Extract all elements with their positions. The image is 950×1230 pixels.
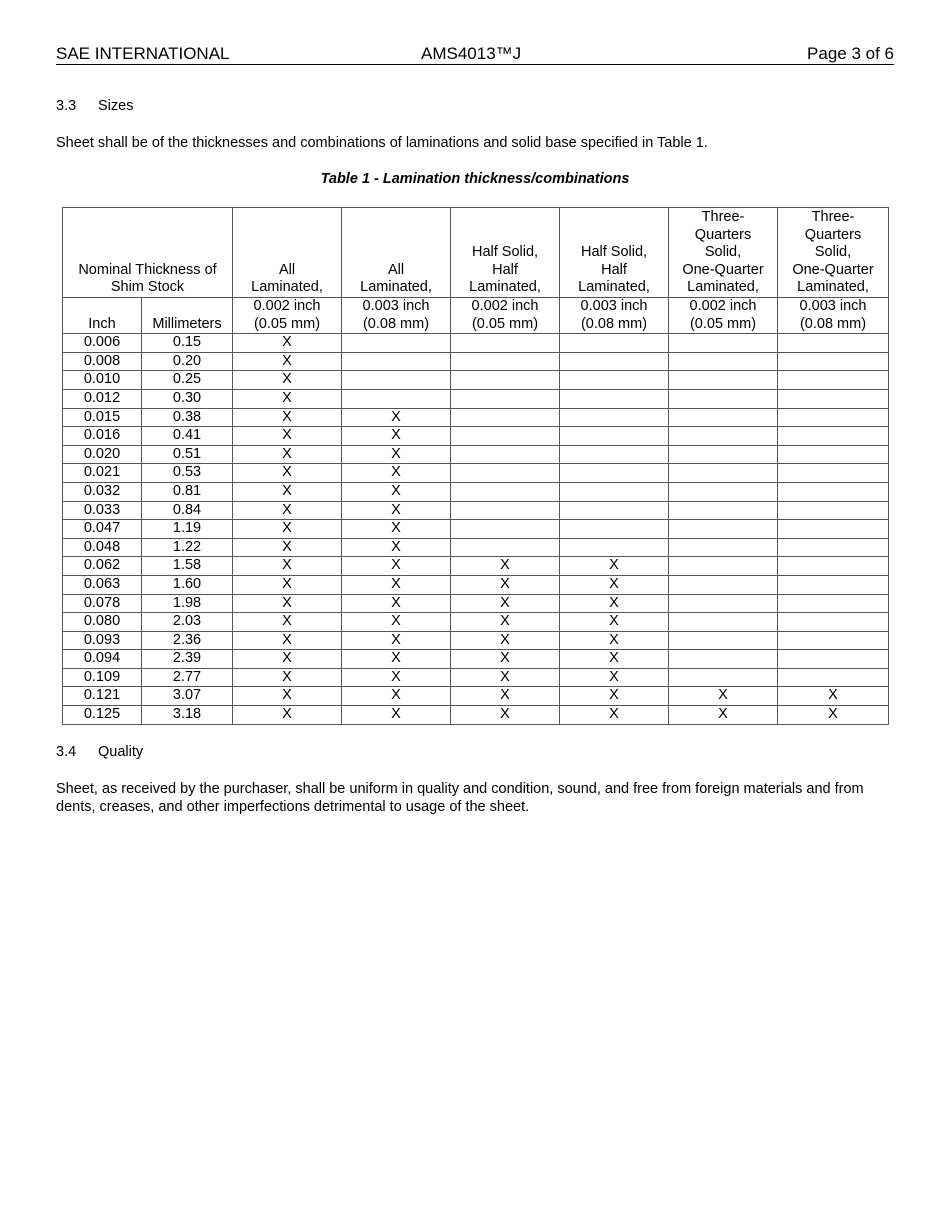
- inch-cell: 0.021: [63, 464, 142, 483]
- sizes-paragraph: Sheet shall be of the thicknesses and combinations of laminations and solid base specified in Table 1.: [56, 135, 708, 151]
- mark-cell: X: [560, 668, 669, 687]
- mark-cell: X: [342, 650, 451, 669]
- inch-cell: 0.008: [63, 352, 142, 371]
- mark-cell: [778, 575, 889, 594]
- mark-cell: [669, 557, 778, 576]
- mark-cell: X: [778, 687, 889, 706]
- mark-cell: [451, 334, 560, 353]
- section-title: Sizes: [98, 98, 134, 114]
- mark-cell: [778, 594, 889, 613]
- mark-cell: [451, 389, 560, 408]
- lamination-size-header: 0.003 inch (0.08 mm): [560, 298, 669, 334]
- mark-cell: [778, 631, 889, 650]
- mark-cell: [560, 464, 669, 483]
- table-row: [63, 371, 889, 390]
- mark-cell: [669, 613, 778, 632]
- mark-cell: [451, 371, 560, 390]
- mark-cell: [778, 520, 889, 539]
- mark-cell: X: [342, 427, 451, 446]
- lamination-size-header: 0.002 inch (0.05 mm): [669, 298, 778, 334]
- lamination-table: [62, 207, 889, 725]
- section-number: 3.3: [56, 98, 77, 114]
- mark-cell: X: [342, 613, 451, 632]
- mark-cell: [778, 464, 889, 483]
- mark-cell: [669, 575, 778, 594]
- mark-cell: [560, 334, 669, 353]
- table-row: [63, 650, 889, 669]
- millimeters-cell: 1.19: [142, 520, 233, 539]
- mark-cell: [669, 482, 778, 501]
- mark-cell: X: [342, 668, 451, 687]
- mark-cell: [669, 427, 778, 446]
- mark-cell: X: [233, 427, 342, 446]
- mark-cell: [451, 352, 560, 371]
- mark-cell: [560, 389, 669, 408]
- mark-cell: [560, 538, 669, 557]
- mark-cell: [669, 668, 778, 687]
- mark-cell: [669, 501, 778, 520]
- mark-cell: [342, 352, 451, 371]
- mark-cell: X: [233, 408, 342, 427]
- mark-cell: [778, 427, 889, 446]
- lamination-size-header: 0.003 inch (0.08 mm): [342, 298, 451, 334]
- millimeters-cell: 2.36: [142, 631, 233, 650]
- table-body: [63, 334, 889, 724]
- table-row: [63, 427, 889, 446]
- mark-cell: X: [233, 650, 342, 669]
- mark-cell: [451, 520, 560, 539]
- inch-cell: 0.006: [63, 334, 142, 353]
- section-number: 3.4: [56, 744, 77, 760]
- inch-cell: 0.010: [63, 371, 142, 390]
- mark-cell: X: [560, 594, 669, 613]
- lamination-size-header: 0.002 inch (0.05 mm): [451, 298, 560, 334]
- millimeters-cell: 2.77: [142, 668, 233, 687]
- table-row: [63, 687, 889, 706]
- inch-cell: 0.062: [63, 557, 142, 576]
- mark-cell: [778, 408, 889, 427]
- mark-cell: X: [233, 371, 342, 390]
- mark-cell: [451, 408, 560, 427]
- millimeters-cell: 0.41: [142, 427, 233, 446]
- mark-cell: X: [233, 334, 342, 353]
- mark-cell: X: [233, 389, 342, 408]
- millimeters-cell: 3.18: [142, 706, 233, 725]
- mark-cell: X: [342, 631, 451, 650]
- millimeters-cell: 0.53: [142, 464, 233, 483]
- mark-cell: [669, 389, 778, 408]
- mark-cell: [669, 464, 778, 483]
- table-row: [63, 631, 889, 650]
- mark-cell: [778, 557, 889, 576]
- header-organization: SAE INTERNATIONAL: [56, 44, 230, 63]
- mark-cell: [342, 334, 451, 353]
- mark-cell: [669, 650, 778, 669]
- table-row: [63, 520, 889, 539]
- column-type-header: Half Solid, Half Laminated,: [451, 208, 560, 298]
- inch-cell: 0.121: [63, 687, 142, 706]
- mark-cell: X: [778, 706, 889, 725]
- inch-cell: 0.109: [63, 668, 142, 687]
- millimeters-cell: 1.58: [142, 557, 233, 576]
- millimeters-header: Millimeters: [142, 298, 233, 334]
- millimeters-cell: 2.03: [142, 613, 233, 632]
- mark-cell: X: [342, 706, 451, 725]
- mark-cell: [451, 427, 560, 446]
- column-type-header: Three- Quarters Solid, One-Quarter Laminated,: [778, 208, 889, 298]
- table-row: [63, 389, 889, 408]
- mark-cell: X: [342, 501, 451, 520]
- mark-cell: X: [233, 482, 342, 501]
- mark-cell: X: [342, 464, 451, 483]
- mark-cell: [560, 352, 669, 371]
- column-type-header: All Laminated,: [342, 208, 451, 298]
- header-document-id: AMS4013™J: [421, 44, 522, 63]
- millimeters-cell: 0.81: [142, 482, 233, 501]
- millimeters-cell: 1.98: [142, 594, 233, 613]
- mark-cell: X: [342, 557, 451, 576]
- mark-cell: X: [233, 594, 342, 613]
- mark-cell: X: [560, 613, 669, 632]
- table-row: [63, 575, 889, 594]
- mark-cell: X: [342, 687, 451, 706]
- mark-cell: X: [233, 352, 342, 371]
- mark-cell: [778, 482, 889, 501]
- nominal-thickness-header: Nominal Thickness of Shim Stock: [63, 208, 233, 298]
- mark-cell: [778, 668, 889, 687]
- mark-cell: [669, 520, 778, 539]
- mark-cell: [778, 613, 889, 632]
- mark-cell: [451, 482, 560, 501]
- mark-cell: [560, 520, 669, 539]
- mark-cell: [778, 650, 889, 669]
- mark-cell: X: [451, 557, 560, 576]
- table-row: [63, 706, 889, 725]
- inch-cell: 0.093: [63, 631, 142, 650]
- inch-cell: 0.015: [63, 408, 142, 427]
- millimeters-cell: 0.25: [142, 371, 233, 390]
- mark-cell: X: [342, 445, 451, 464]
- inch-cell: 0.048: [63, 538, 142, 557]
- millimeters-cell: 0.20: [142, 352, 233, 371]
- inch-cell: 0.047: [63, 520, 142, 539]
- mark-cell: [669, 352, 778, 371]
- mark-cell: X: [451, 650, 560, 669]
- mark-cell: [342, 371, 451, 390]
- mark-cell: X: [233, 613, 342, 632]
- mark-cell: X: [233, 557, 342, 576]
- mark-cell: X: [560, 557, 669, 576]
- millimeters-cell: 1.22: [142, 538, 233, 557]
- mark-cell: X: [342, 538, 451, 557]
- mark-cell: X: [233, 538, 342, 557]
- mark-cell: [560, 427, 669, 446]
- mark-cell: X: [560, 706, 669, 725]
- millimeters-cell: 0.51: [142, 445, 233, 464]
- mark-cell: [451, 464, 560, 483]
- inch-cell: 0.016: [63, 427, 142, 446]
- inch-cell: 0.080: [63, 613, 142, 632]
- mark-cell: X: [233, 464, 342, 483]
- mark-cell: X: [233, 687, 342, 706]
- mark-cell: X: [560, 687, 669, 706]
- mark-cell: [560, 482, 669, 501]
- mark-cell: X: [233, 631, 342, 650]
- mark-cell: [669, 631, 778, 650]
- millimeters-cell: 0.30: [142, 389, 233, 408]
- table-row: [63, 668, 889, 687]
- mark-cell: [778, 389, 889, 408]
- mark-cell: X: [233, 575, 342, 594]
- mark-cell: X: [451, 594, 560, 613]
- inch-cell: 0.078: [63, 594, 142, 613]
- table-caption: Table 1 - Lamination thickness/combinations: [320, 171, 630, 187]
- mark-cell: X: [342, 408, 451, 427]
- table-row: [63, 352, 889, 371]
- mark-cell: [560, 501, 669, 520]
- mark-cell: X: [233, 668, 342, 687]
- mark-cell: X: [451, 575, 560, 594]
- table-row: [63, 538, 889, 557]
- mark-cell: [778, 352, 889, 371]
- column-type-header: Half Solid, Half Laminated,: [560, 208, 669, 298]
- section-title: Quality: [98, 744, 144, 760]
- mark-cell: X: [233, 706, 342, 725]
- millimeters-cell: 2.39: [142, 650, 233, 669]
- inch-cell: 0.020: [63, 445, 142, 464]
- mark-cell: [560, 408, 669, 427]
- mark-cell: X: [451, 687, 560, 706]
- millimeters-cell: 3.07: [142, 687, 233, 706]
- mark-cell: X: [669, 687, 778, 706]
- mark-cell: X: [560, 631, 669, 650]
- mark-cell: [451, 538, 560, 557]
- table-row: [63, 408, 889, 427]
- mark-cell: X: [342, 482, 451, 501]
- mark-cell: X: [451, 613, 560, 632]
- table-row: [63, 501, 889, 520]
- inch-cell: 0.125: [63, 706, 142, 725]
- mark-cell: [778, 371, 889, 390]
- inch-cell: 0.063: [63, 575, 142, 594]
- mark-cell: X: [451, 706, 560, 725]
- mark-cell: X: [342, 575, 451, 594]
- mark-cell: X: [669, 706, 778, 725]
- section-heading-sizes: [56, 98, 133, 114]
- inch-cell: 0.033: [63, 501, 142, 520]
- millimeters-cell: 0.84: [142, 501, 233, 520]
- mark-cell: X: [233, 501, 342, 520]
- mark-cell: [451, 445, 560, 464]
- mark-cell: X: [233, 520, 342, 539]
- column-type-header: All Laminated,: [233, 208, 342, 298]
- column-type-header: Three- Quarters Solid, One-Quarter Laminated,: [669, 208, 778, 298]
- millimeters-cell: 0.15: [142, 334, 233, 353]
- mark-cell: [451, 501, 560, 520]
- inch-cell: 0.094: [63, 650, 142, 669]
- mark-cell: [778, 538, 889, 557]
- mark-cell: X: [560, 575, 669, 594]
- mark-cell: [669, 594, 778, 613]
- table-row: [63, 464, 889, 483]
- mark-cell: X: [342, 594, 451, 613]
- table-row: [63, 334, 889, 353]
- section-heading-quality: [56, 744, 143, 760]
- table-row: [63, 594, 889, 613]
- inch-cell: 0.012: [63, 389, 142, 408]
- millimeters-cell: 0.38: [142, 408, 233, 427]
- mark-cell: [778, 334, 889, 353]
- table-row: [63, 482, 889, 501]
- mark-cell: [560, 371, 669, 390]
- mark-cell: X: [451, 631, 560, 650]
- table-row: [63, 613, 889, 632]
- mark-cell: [778, 445, 889, 464]
- mark-cell: [669, 408, 778, 427]
- inch-header: Inch: [63, 298, 142, 334]
- header-page-number: Page 3 of 6: [807, 44, 894, 63]
- mark-cell: [560, 445, 669, 464]
- quality-paragraph: Sheet, as received by the purchaser, shall be uniform in quality and condition, sound, and free from foreign materials and from dents, creases, and other imperfections detrimental to usage of the sheet.: [56, 781, 864, 815]
- millimeters-cell: 1.60: [142, 575, 233, 594]
- table-row: [63, 445, 889, 464]
- mark-cell: X: [560, 650, 669, 669]
- mark-cell: [669, 445, 778, 464]
- lamination-size-header: 0.003 inch (0.08 mm): [778, 298, 889, 334]
- page-header: [56, 44, 894, 65]
- mark-cell: [778, 501, 889, 520]
- mark-cell: X: [233, 445, 342, 464]
- mark-cell: [669, 371, 778, 390]
- lamination-size-header: 0.002 inch (0.05 mm): [233, 298, 342, 334]
- inch-cell: 0.032: [63, 482, 142, 501]
- mark-cell: [669, 334, 778, 353]
- mark-cell: X: [342, 520, 451, 539]
- table-row: [63, 557, 889, 576]
- mark-cell: [669, 538, 778, 557]
- mark-cell: X: [451, 668, 560, 687]
- mark-cell: [342, 389, 451, 408]
